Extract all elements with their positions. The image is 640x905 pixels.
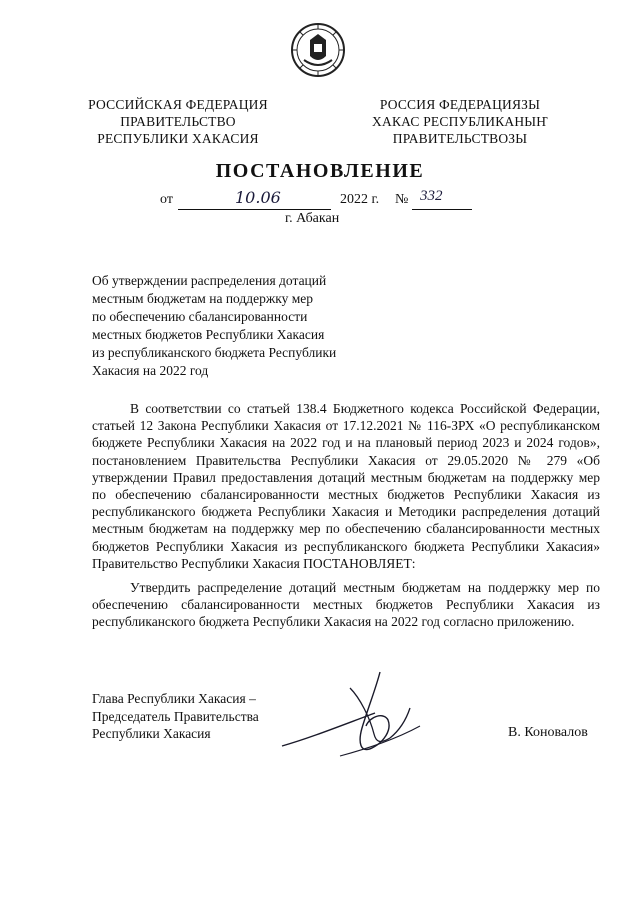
number-sign: № (395, 192, 409, 207)
handwritten-signature (280, 668, 430, 768)
city-label: г. Абакан (285, 211, 340, 226)
header-left (78, 96, 278, 147)
subject-line: местных бюджетов Республики Хакасия (92, 327, 325, 342)
paragraph-text: В соответствии со статьей 138.4 Бюджетного кодекса Российской Федерации, статьей 12 Закона Республики Хакасия от 17.12.2021 № 116-ЗРХ «О республиканском бюджете Республики Хакасия на 2022 год и на плановый период 2023 и 2024 годов», постановлением Правительства Республики Хакасия от 29.05.2020 № 279 «Об утверждении Правил предоставления дотаций местным бюджетам на поддержку мер по обеспечению сбалансированности местных бюджетов Республики Хакасия из республиканского бюджета Республики Хакасия и Методики распределения дотаций местным бюджетам на поддержку мер по обеспечению сбалансированности местных бюджетов Республики Хакасия из республиканского бюджета Республики Хакасия» Правительство Республики Хакасия ПОСТАНОВЛЯЕТ: (92, 401, 600, 571)
header-left-line: РЕСПУБЛИКИ ХАКАСИЯ (97, 131, 259, 146)
year-label: 2022 г. (340, 192, 380, 207)
coat-of-arms-icon (290, 22, 346, 78)
subject-line: Хакасия на 2022 год (92, 363, 209, 378)
header-left-line: ПРАВИТЕЛЬСТВО (120, 114, 236, 129)
body-paragraph-2 (92, 579, 600, 631)
signatory-position (92, 690, 259, 743)
header-left-line: РОССИЙСКАЯ ФЕДЕРАЦИЯ (88, 97, 268, 112)
position-line: Глава Республики Хакасия – (92, 691, 256, 706)
header-right-line: ПРАВИТЕЛЬСТВОЗЫ (392, 131, 528, 146)
paragraph-text: Утвердить распределение дотаций местным бюджетам на поддержку мер по обеспечению сбалансированности местных бюджетов Республики Хакасия из республиканского бюджета Республики Хакасия на 2022 год согласно приложению. (92, 580, 600, 630)
header-right (360, 96, 560, 147)
handwritten-number: 332 (420, 188, 443, 204)
subject-line: Об утверждении распределения дотаций (92, 273, 327, 288)
header-right-line: РОССИЯ ФЕДЕРАЦИЯЗЫ (379, 97, 541, 112)
document-title: ПОСТАНОВЛЕНИЕ (215, 160, 425, 182)
body-paragraph-1 (92, 400, 600, 572)
document-subject (92, 272, 362, 380)
subject-line: местным бюджетам на поддержку мер (92, 291, 313, 306)
date-prefix: от (160, 192, 173, 207)
subject-line: по обеспечению сбалансированности (92, 309, 308, 324)
position-line: Председатель Правительства (92, 708, 259, 724)
position-line: Республики Хакасия (92, 726, 211, 741)
subject-line: из республиканского бюджета Республики (92, 345, 337, 360)
signer-name: В. Коновалов (508, 725, 588, 740)
handwritten-date: 10.06 (235, 188, 281, 207)
header-right-line: ХАКАС РЕСПУБЛИКАНЫҤ (372, 114, 548, 129)
